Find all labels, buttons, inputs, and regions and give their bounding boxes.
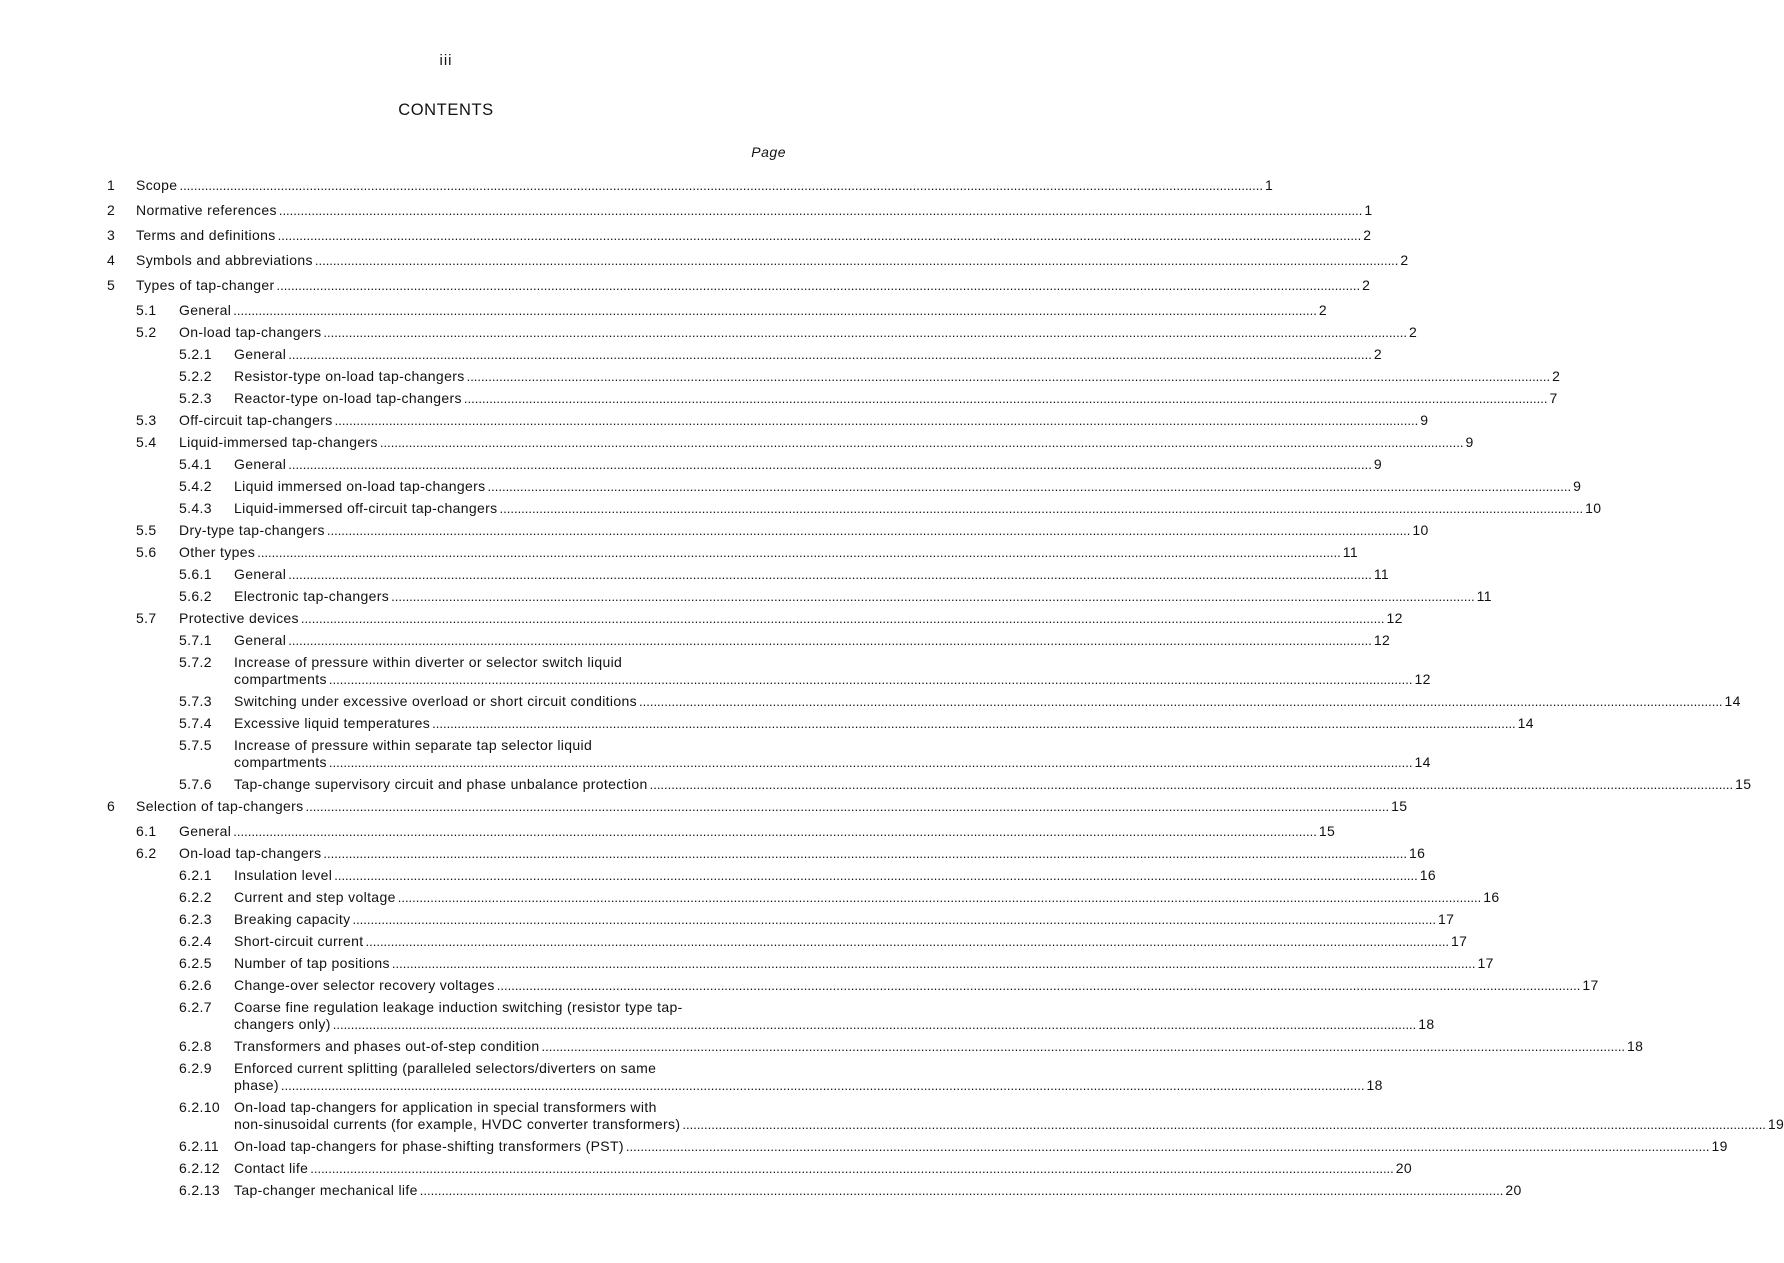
toc-entry-title: General bbox=[234, 456, 287, 472]
toc-entry-number: 5.7.2 bbox=[179, 654, 212, 670]
dot-leader: ............................................................................................................................................................................................................................................................................................................ bbox=[625, 1139, 1710, 1154]
toc-entry-number: 5.5 bbox=[136, 522, 157, 538]
toc-entry-title: Types of tap-changer bbox=[136, 277, 275, 293]
toc-entry-page: 2 bbox=[1363, 227, 1372, 243]
toc-entry-title: Number of tap positions bbox=[234, 955, 390, 971]
dot-leader: ............................................................................................................................................................................................................................................................................................................ bbox=[496, 978, 1581, 993]
toc-entry-title: Scope bbox=[136, 177, 178, 193]
toc-entry-number: 6.2.1 bbox=[179, 867, 212, 883]
toc-entry-title: General bbox=[179, 823, 232, 839]
toc-entry-title: Switching under excessive overload or short circuit conditions bbox=[234, 693, 637, 709]
dot-leader: ............................................................................................................................................................................................................................................................................................................ bbox=[328, 672, 1413, 687]
page-title: CONTENTS bbox=[398, 101, 494, 119]
toc-entry-page: 16 bbox=[1419, 867, 1437, 883]
toc-entry-number: 6.2.13 bbox=[179, 1182, 221, 1198]
dot-leader: ............................................................................................................................................................................................................................................................................................................ bbox=[323, 846, 1407, 861]
toc-entry-number: 1 bbox=[107, 177, 116, 193]
dot-leader: ............................................................................................................................................................................................................................................................................................................ bbox=[499, 501, 1584, 516]
toc-entry-number: 6.2.11 bbox=[179, 1138, 219, 1154]
toc-entry-page: 17 bbox=[1451, 933, 1468, 949]
toc-entry-page: 11 bbox=[1373, 566, 1390, 582]
toc-entry-page: 12 bbox=[1373, 632, 1391, 648]
toc-entry-number: 5.4 bbox=[136, 434, 157, 450]
toc-entry-title: General bbox=[179, 302, 232, 318]
toc-entry-title-line: On-load tap-changers for application in special transformers with bbox=[234, 1099, 657, 1115]
dot-leader: ............................................................................................................................................................................................................................................................................................................ bbox=[432, 716, 1516, 731]
toc-entry-title: On-load tap-changers bbox=[179, 845, 322, 861]
toc-entry-title: Tap-changer mechanical life bbox=[234, 1182, 418, 1198]
toc-entry-title: Short-circuit current bbox=[234, 933, 364, 949]
toc-entry-number: 2 bbox=[107, 202, 116, 218]
toc-entry-page: 15 bbox=[1735, 776, 1752, 792]
toc-entry-title: Normative references bbox=[136, 202, 277, 218]
toc-entry-number: 6.2.4 bbox=[179, 933, 212, 949]
dot-leader: ............................................................................................................................................................................................................................................................................................................ bbox=[397, 890, 1482, 905]
toc-entry-number: 6.2.3 bbox=[179, 911, 212, 927]
dot-leader: ............................................................................................................................................................................................................................................................................................................ bbox=[305, 799, 1390, 814]
dot-leader: ............................................................................................................................................................................................................................................................................................................ bbox=[276, 278, 1361, 293]
dot-leader: ............................................................................................................................................................................................................................................................................................................ bbox=[365, 934, 1450, 949]
toc-entry-page: 2 bbox=[1318, 302, 1327, 318]
toc-entry-number: 5 bbox=[107, 277, 116, 293]
toc-entry-page: 11 bbox=[1342, 544, 1358, 560]
dot-leader: ............................................................................................................................................................................................................................................................................................................ bbox=[300, 611, 1385, 626]
toc-entry-number: 5.2.1 bbox=[179, 346, 212, 362]
toc-entry-title: General bbox=[234, 632, 287, 648]
dot-leader: ............................................................................................................................................................................................................................................................................................................ bbox=[352, 912, 1436, 927]
toc-entry-number: 5.2 bbox=[136, 324, 157, 340]
toc-entry-number: 6.2.2 bbox=[179, 889, 212, 905]
dot-leader: ............................................................................................................................................................................................................................................................................................................ bbox=[682, 1117, 1766, 1132]
dot-leader: ............................................................................................................................................................................................................................................................................................................ bbox=[649, 777, 1734, 792]
toc-entry-number: 6.2.12 bbox=[179, 1160, 221, 1176]
toc-entry-title: Dry-type tap-changers bbox=[179, 522, 325, 538]
toc-entry-title: Insulation level bbox=[234, 867, 333, 883]
toc-entry-page: 20 bbox=[1395, 1160, 1413, 1176]
toc-entry-page: 20 bbox=[1505, 1182, 1522, 1198]
toc-entry-title: Resistor-type on-load tap-changers bbox=[234, 368, 465, 384]
dot-leader: ............................................................................................................................................................................................................................................................................................................ bbox=[419, 1183, 1504, 1198]
toc-entry-number: 6 bbox=[107, 798, 116, 814]
dot-leader: ............................................................................................................................................................................................................................................................................................................ bbox=[179, 178, 1263, 193]
dot-leader: ............................................................................................................................................................................................................................................................................................................ bbox=[487, 479, 1572, 494]
dot-leader: ............................................................................................................................................................................................................................................................................................................ bbox=[326, 523, 1411, 538]
toc-entry-number: 5.2.2 bbox=[179, 368, 212, 384]
toc-entry-page: 17 bbox=[1582, 977, 1599, 993]
dot-leader: ............................................................................................................................................................................................................................................................................................................ bbox=[288, 347, 1372, 362]
toc-entry-title: Excessive liquid temperatures bbox=[234, 715, 431, 731]
toc-entry-number: 6.2.10 bbox=[179, 1099, 221, 1115]
toc-entry-page: 18 bbox=[1366, 1077, 1383, 1093]
dot-leader: ............................................................................................................................................................................................................................................................................................................ bbox=[639, 694, 1723, 709]
dot-leader: ............................................................................................................................................................................................................................................................................................................ bbox=[288, 567, 1372, 582]
toc-entry-number: 5.4.3 bbox=[179, 500, 212, 516]
toc-entry-page: 9 bbox=[1465, 434, 1474, 450]
toc-entry-page: 9 bbox=[1373, 456, 1382, 472]
dot-leader: ............................................................................................................................................................................................................................................................................................................ bbox=[334, 413, 1419, 428]
toc-entry-number: 5.4.1 bbox=[179, 456, 212, 472]
toc-entry-title: Protective devices bbox=[179, 610, 299, 626]
toc-entry-number: 6.2 bbox=[136, 845, 157, 861]
dot-leader: ............................................................................................................................................................................................................................................................................................................ bbox=[332, 1017, 1417, 1032]
toc-entry-page: 2 bbox=[1362, 277, 1371, 293]
toc-entry-title: Contact life bbox=[234, 1160, 309, 1176]
toc-entry-number: 5.2.3 bbox=[179, 390, 212, 406]
dot-leader: ............................................................................................................................................................................................................................................................................................................ bbox=[379, 435, 1464, 450]
toc-entry-number: 5.7 bbox=[136, 610, 157, 626]
toc-entry-title: Breaking capacity bbox=[234, 911, 351, 927]
toc-entry-number: 6.2.8 bbox=[179, 1038, 212, 1054]
toc-entry-number: 5.6.2 bbox=[179, 588, 212, 604]
dot-leader: ............................................................................................................................................................................................................................................................................................................ bbox=[288, 457, 1372, 472]
toc-entry-title-line: Coarse fine regulation leakage induction switching (resistor type tap- bbox=[234, 999, 683, 1015]
toc-entry-page: 16 bbox=[1408, 845, 1426, 861]
dot-leader: ............................................................................................................................................................................................................................................................................................................ bbox=[233, 824, 1317, 839]
toc-entry-title-line: Increase of pressure within separate tap selector liquid bbox=[234, 737, 593, 753]
toc-entry-number: 6.2.5 bbox=[179, 955, 212, 971]
toc-entry-title-line: Increase of pressure within diverter or selector switch liquid bbox=[234, 654, 623, 670]
dot-leader: ............................................................................................................................................................................................................................................................................................................ bbox=[323, 325, 1407, 340]
page-column-label: Page bbox=[751, 144, 786, 160]
toc-entry-title: Selection of tap-changers bbox=[136, 798, 304, 814]
toc-entry-page: 14 bbox=[1517, 715, 1534, 731]
toc-entry-page: 18 bbox=[1627, 1038, 1644, 1054]
toc-entry-title: Terms and definitions bbox=[136, 227, 276, 243]
dot-leader: ............................................................................................................................................................................................................................................................................................................ bbox=[314, 253, 1399, 268]
toc-entry-number: 6.2.7 bbox=[179, 999, 212, 1015]
toc-entry-page: 17 bbox=[1438, 911, 1455, 927]
toc-entry-title: Current and step voltage bbox=[234, 889, 396, 905]
toc-entry-title: Liquid-immersed off-circuit tap-changers bbox=[234, 500, 498, 516]
dot-leader: ............................................................................................................................................................................................................................................................................................................ bbox=[541, 1039, 1626, 1054]
dot-leader: ............................................................................................................................................................................................................................................................................................................ bbox=[391, 589, 1475, 604]
dot-leader: ............................................................................................................................................................................................................................................................................................................ bbox=[233, 303, 1317, 318]
toc-entry-number: 5.7.3 bbox=[179, 693, 212, 709]
toc-entry-title: Change-over selector recovery voltages bbox=[234, 977, 495, 993]
toc-entry-title: On-load tap-changers for phase-shifting transformers (PST) bbox=[234, 1138, 624, 1154]
toc-entry-page: 18 bbox=[1418, 1016, 1435, 1032]
toc-entry-number: 5.1 bbox=[136, 302, 157, 318]
dot-leader: ............................................................................................................................................................................................................................................................................................................ bbox=[334, 868, 1418, 883]
toc-entry-page: 12 bbox=[1414, 671, 1431, 687]
toc-entry-number: 5.6.1 bbox=[179, 566, 212, 582]
dot-leader: ............................................................................................................................................................................................................................................................................................................ bbox=[288, 633, 1372, 648]
toc-entry-number: 5.7.4 bbox=[179, 715, 212, 731]
toc-entry-number: 6.2.9 bbox=[179, 1060, 212, 1076]
toc-entry-page: 19 bbox=[1711, 1138, 1728, 1154]
toc-entry-number: 3 bbox=[107, 227, 116, 243]
toc-entry-page: 14 bbox=[1414, 754, 1431, 770]
toc-entry-page: 17 bbox=[1477, 955, 1494, 971]
toc-entry-number: 5.4.2 bbox=[179, 478, 212, 494]
dot-leader: ............................................................................................................................................................................................................................................................................................................ bbox=[257, 545, 1341, 560]
toc-entry-title: changers only) bbox=[234, 1016, 331, 1032]
dot-leader: ............................................................................................................................................................................................................................................................................................................ bbox=[328, 755, 1413, 770]
toc-entry-page: 16 bbox=[1483, 889, 1500, 905]
toc-entry-title: On-load tap-changers bbox=[179, 324, 322, 340]
toc-entry-page: 19 bbox=[1767, 1116, 1784, 1132]
toc-entry-page: 1 bbox=[1364, 202, 1373, 218]
toc-entry-title: compartments bbox=[234, 754, 327, 770]
toc-entry-number: 5.7.6 bbox=[179, 776, 212, 792]
toc-entry-number: 5.7.5 bbox=[179, 737, 212, 753]
toc-entry-number: 4 bbox=[107, 252, 116, 268]
toc-entry-page: 14 bbox=[1724, 693, 1741, 709]
toc-entry-number: 5.6 bbox=[136, 544, 157, 560]
toc-entry-page: 9 bbox=[1573, 478, 1582, 494]
toc-entry-page: 1 bbox=[1265, 177, 1274, 193]
toc-entry-page: 2 bbox=[1400, 252, 1409, 268]
toc-entry-title: Reactor-type on-load tap-changers bbox=[234, 390, 462, 406]
toc-entry-page: 10 bbox=[1412, 522, 1429, 538]
toc-entry-title: compartments bbox=[234, 671, 327, 687]
toc-entry-title: Electronic tap-changers bbox=[234, 588, 390, 604]
dot-leader: ............................................................................................................................................................................................................................................................................................................ bbox=[310, 1161, 1394, 1176]
toc-entry-page: 2 bbox=[1373, 346, 1382, 362]
page-number: iii bbox=[439, 52, 453, 69]
toc-entry-title: Off-circuit tap-changers bbox=[179, 412, 333, 428]
toc-entry-title: Liquid immersed on-load tap-changers bbox=[234, 478, 486, 494]
toc-entry-title: Symbols and abbreviations bbox=[136, 252, 313, 268]
toc-entry-title: Other types bbox=[179, 544, 256, 560]
toc-entry-page: 2 bbox=[1552, 368, 1561, 384]
toc-entry-page: 7 bbox=[1549, 390, 1558, 406]
dot-leader: ............................................................................................................................................................................................................................................................................................................ bbox=[278, 203, 1363, 218]
toc-entry-title: General bbox=[234, 566, 287, 582]
toc-entry-page: 9 bbox=[1420, 412, 1429, 428]
toc-entry-page: 11 bbox=[1476, 588, 1492, 604]
toc-entry-page: 10 bbox=[1585, 500, 1602, 516]
dot-leader: ............................................................................................................................................................................................................................................................................................................ bbox=[463, 391, 1548, 406]
toc-entry-page: 15 bbox=[1318, 823, 1336, 839]
toc-entry-title: Transformers and phases out-of-step condition bbox=[234, 1038, 540, 1054]
toc-entry-title: non-sinusoidal currents (for example, HVDC converter transformers) bbox=[234, 1116, 681, 1132]
toc-entry-page: 2 bbox=[1408, 324, 1418, 340]
toc-entry-title: Liquid-immersed tap-changers bbox=[179, 434, 378, 450]
toc-entry-title: Tap-change supervisory circuit and phase unbalance protection bbox=[234, 776, 648, 792]
toc-entry-title-line: Enforced current splitting (paralleled selectors/diverters on same bbox=[234, 1060, 657, 1076]
toc-entry-number: 5.7.1 bbox=[179, 632, 212, 648]
toc-entry-page: 12 bbox=[1386, 610, 1403, 626]
dot-leader: ............................................................................................................................................................................................................................................................................................................ bbox=[391, 956, 1476, 971]
toc-entry-title: General bbox=[234, 346, 287, 362]
dot-leader: ............................................................................................................................................................................................................................................................................................................ bbox=[466, 369, 1551, 384]
toc-entry-number: 5.3 bbox=[136, 412, 157, 428]
toc-entry-number: 6.1 bbox=[136, 823, 157, 839]
toc-entry-number: 6.2.6 bbox=[179, 977, 212, 993]
dot-leader: ............................................................................................................................................................................................................................................................................................................ bbox=[280, 1078, 1365, 1093]
dot-leader: ............................................................................................................................................................................................................................................................................................................ bbox=[277, 228, 1362, 243]
toc-entry-page: 15 bbox=[1391, 798, 1408, 814]
toc-entry-title: phase) bbox=[234, 1077, 279, 1093]
